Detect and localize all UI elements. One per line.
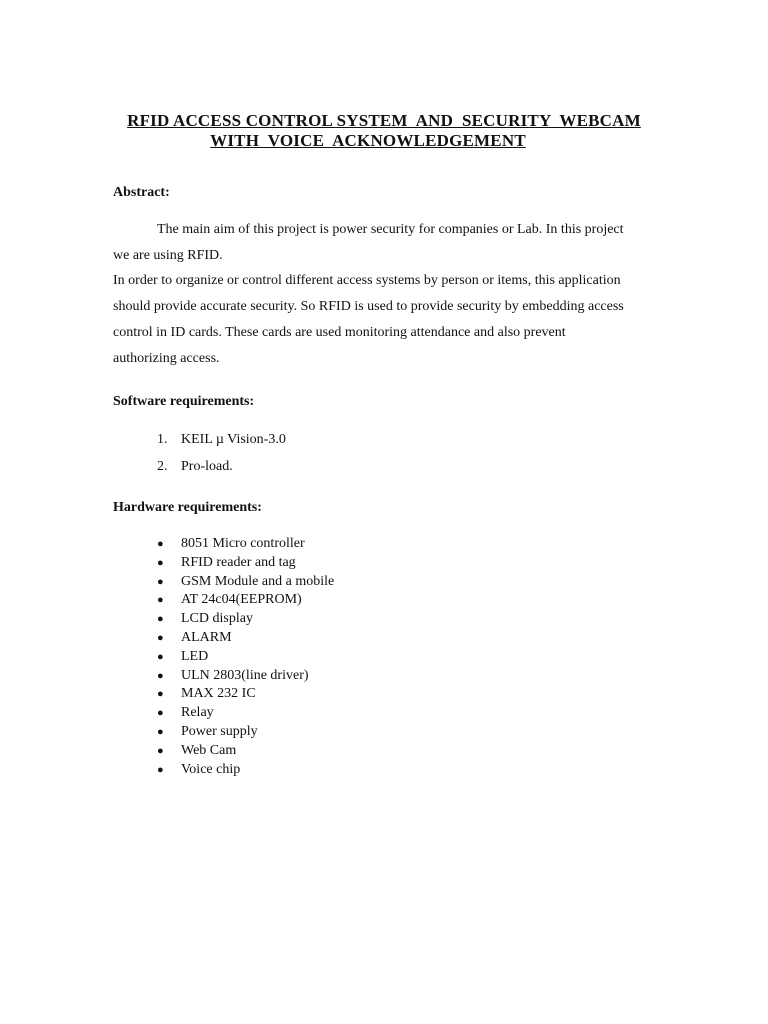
document-title-line-2: WITH VOICE ACKNOWLEDGEMENT <box>210 131 526 150</box>
list-item <box>157 535 334 554</box>
list-item-text: Relay <box>181 705 214 721</box>
list-item <box>157 426 286 453</box>
list-item-text: Pro-load. <box>181 459 233 474</box>
software-requirements-list <box>157 426 286 480</box>
list-item <box>157 761 334 780</box>
list-item-text: KEIL µ Vision-3.0 <box>181 432 286 447</box>
list-item <box>157 453 286 480</box>
list-item <box>157 648 334 667</box>
abstract-line: authorizing access. <box>113 350 220 366</box>
list-item-text: Web Cam <box>181 742 237 758</box>
abstract-line: The main aim of this project is power security for companies or Lab. In this project <box>157 222 624 237</box>
list-item-text: GSM Module and a mobile <box>181 573 335 589</box>
list-item <box>157 554 334 573</box>
bullet-icon: ● <box>157 725 164 738</box>
abstract-paragraph <box>113 217 658 371</box>
list-item <box>157 723 334 742</box>
list-item-text: 8051 Micro controller <box>181 536 305 551</box>
list-item-text: LCD display <box>181 611 253 627</box>
list-item <box>157 685 334 704</box>
bullet-icon: ● <box>157 575 164 588</box>
abstract-heading: Abstract: <box>113 185 170 200</box>
bullet-icon: ● <box>157 538 164 550</box>
list-item-text: RFID reader and tag <box>181 554 296 570</box>
bullet-icon: ● <box>157 650 164 663</box>
bullet-icon: ● <box>157 594 164 607</box>
bullet-icon: ● <box>157 669 164 682</box>
bullet-icon: ● <box>157 744 164 757</box>
bullet-icon: ● <box>157 631 164 644</box>
document-title-line-1: RFID ACCESS CONTROL SYSTEM AND SECURITY WEBCAM <box>127 111 641 130</box>
bullet-icon: ● <box>157 688 164 701</box>
abstract-line: In order to organize or control different access systems by person or items, this application <box>113 273 621 289</box>
bullet-icon: ● <box>157 707 164 720</box>
list-item <box>157 573 334 592</box>
abstract-line: should provide accurate security. So RFID is used to provide security by embedding access <box>113 299 624 315</box>
list-item-text: AT 24c04(EEPROM) <box>181 592 302 608</box>
list-item-text: ULN 2803(line driver) <box>181 667 309 683</box>
list-item <box>157 667 334 686</box>
abstract-line: control in ID cards. These cards are used monitoring attendance and also prevent <box>113 324 566 340</box>
list-item <box>157 742 334 761</box>
list-item <box>157 704 334 723</box>
list-item-text: Voice chip <box>181 761 241 777</box>
list-number: 2. <box>157 459 168 474</box>
abstract-line: we are using RFID. <box>113 247 223 263</box>
bullet-icon: ● <box>157 613 164 626</box>
bullet-icon: ● <box>157 763 164 776</box>
list-item-text: LED <box>181 648 209 664</box>
list-item-text: ALARM <box>181 629 232 645</box>
list-item <box>157 610 334 629</box>
hardware-requirements-heading: Hardware requirements: <box>113 500 262 515</box>
list-item-text: Power supply <box>181 723 258 739</box>
list-item <box>157 629 334 648</box>
list-item-text: MAX 232 IC <box>181 686 256 702</box>
list-item <box>157 591 334 610</box>
bullet-icon: ● <box>157 556 164 569</box>
hardware-requirements-list <box>157 535 334 779</box>
software-requirements-heading: Software requirements: <box>113 394 255 409</box>
list-number: 1. <box>157 432 168 447</box>
